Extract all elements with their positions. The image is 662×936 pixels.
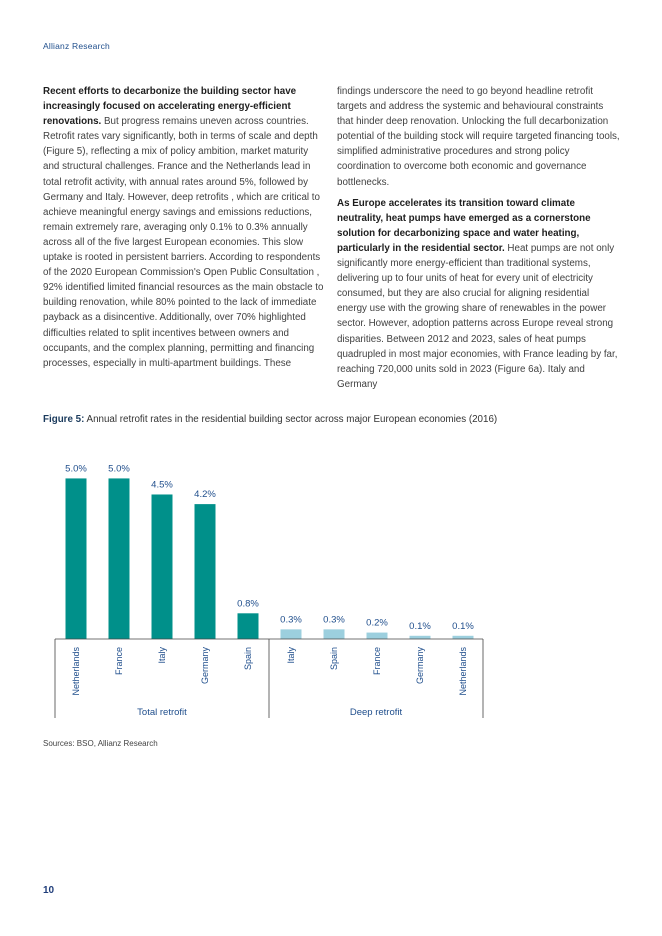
page-number: 10 (43, 885, 55, 896)
bar-italy (281, 629, 302, 639)
bar-france (109, 478, 130, 639)
category-label: Spain (243, 647, 253, 671)
category-label: France (114, 647, 124, 676)
data-label: 0.3% (323, 614, 345, 626)
category-label: Italy (286, 647, 296, 664)
category-label: Germany (415, 647, 425, 685)
retrofit-bar-chart (0, 440, 662, 730)
bar-spain (324, 629, 345, 639)
bar-italy (152, 494, 173, 639)
category-label: Germany (200, 647, 210, 685)
figure-caption: Annual retrofit rates in the residential building sector across major European economies (2016) (84, 414, 498, 425)
text-column-left (43, 84, 326, 371)
source-note: Sources: BSO, Allianz Research (43, 739, 158, 748)
data-label: 0.1% (409, 620, 431, 632)
bar-france (367, 633, 388, 639)
bar-germany (410, 636, 431, 639)
data-label: 5.0% (108, 463, 130, 475)
figure-title (43, 414, 497, 425)
bar-spain (238, 613, 259, 639)
category-label: France (372, 647, 382, 676)
data-label: 0.2% (366, 617, 388, 629)
paragraph: findings underscore the need to go beyond headline retrofit targets and address the systemic and behavioural constraints that hinder deep renovation. Unlocking the full decarbonization potential of the building stock will require targeted financing tools, simplified administrative procedures and strong policy coordination to overcome both economic and governance bottlenecks. (337, 86, 620, 188)
bar-germany (195, 504, 216, 639)
data-label: 0.8% (237, 598, 259, 610)
lead-bold-text: Recent efforts to decarbonize the building sector have increasingly focused on accelerating energy-efficient renovations. (43, 86, 297, 128)
text-column-right (337, 84, 620, 392)
data-label: 4.5% (151, 479, 173, 491)
category-label: Italy (157, 647, 167, 664)
data-label: 0.3% (280, 614, 302, 626)
data-label: 4.2% (194, 489, 216, 501)
body-text: Heat pumps are not only significantly more energy-efficient than traditional systems, delivering up to four units of heat for every unit of electricity consumed, but they are also crucial for aligning residential energy use with the growing share of renewables in the power sector. However, adoption patterns across Europe reveal strong disparities. Between 2012 and 2023, sales of heat pumps quadrupled in most major economies, with France leading by far, reaching 720,000 units sold in 2023 (Figure 6a). Italy and Germany (337, 242, 618, 390)
group-label: Total retrofit (137, 707, 187, 718)
data-label: 0.1% (452, 620, 474, 632)
data-label: 5.0% (65, 463, 87, 475)
category-label: Netherlands (458, 647, 468, 696)
group-label: Deep retrofit (349, 707, 403, 718)
figure-label: Figure 5: (43, 414, 85, 425)
bar-netherlands (453, 636, 474, 639)
paragraph (43, 84, 326, 371)
lead-bold-text: As Europe accelerates its transition toward climate neutrality, heat pumps have emerged as a cornerstone solution for decarbonizing space and water heating, particularly in the residential sector. (337, 197, 591, 254)
body-text: But progress remains uneven across countries. Retrofit rates vary significantly, both in terms of scale and depth (Figure 5), reflecting a mix of policy ambition, market maturity and structural challenges. France and the Netherlands lead in total retrofit activity, with annual rates around 5%, followed by Germany and Italy. However, deep retrofits , which are critical to achieve meaningful energy savings and emissions reductions, remain extremely rare, averaging only 0.1% to 0.3% annually across all of the five largest European economies. This slow uptake is rooted in persistent barriers. According to respondents of the 2020 European Commission's Open Public Consultation , 92% identified limited financial resources as the main obstacle to building renovation, while 80% pointed to the lack of immediate payback as a disincentive. Additionally, over 70% highlighted difficulties related to split incentives between owners and occupants, and the complex planning, permitting and financing processes, especially in multi-apartment buildings. These (43, 116, 324, 369)
category-label: Netherlands (71, 647, 81, 696)
paragraph (337, 196, 620, 392)
brand-header: Allianz Research (43, 41, 110, 51)
bar-netherlands (66, 478, 87, 639)
category-label: Spain (329, 647, 339, 671)
